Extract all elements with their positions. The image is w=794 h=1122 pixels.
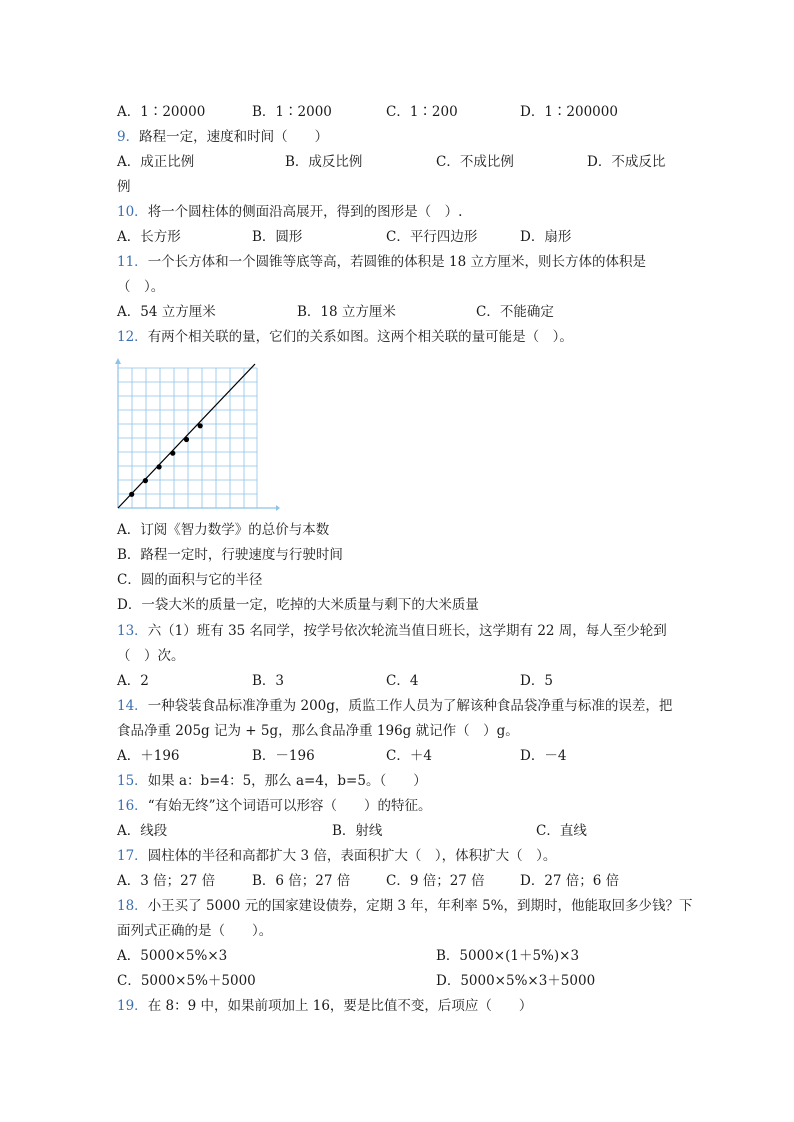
graph-x-arrow [276, 505, 280, 511]
q14-stem-wrap: 食品净重 205g 记为 + 5g，那么食品净重 196g 就记作（ ）g。 [117, 723, 519, 739]
q13-number: 13． [117, 623, 148, 639]
q16-number: 16． [117, 798, 148, 814]
q13-option-c: C．4 [386, 673, 419, 689]
q12-option-c: C．圆的面积与它的半径 [117, 572, 263, 588]
q14-option-a: A．＋196 [117, 748, 180, 764]
q18-option-a: A．5000×5%×3 [117, 948, 228, 964]
q17-option-a: A．3 倍；27 倍 [117, 873, 216, 889]
q18-option-c: C．5000×5%＋5000 [117, 973, 256, 989]
q18-option-b: B．5000×(1＋5%)×3 [436, 948, 580, 964]
q16-text: “有始无终”这个词语可以形容（ ）的特征。 [147, 798, 432, 814]
q17-option-b: B．6 倍；27 倍 [252, 873, 351, 889]
q19-text: 在 8：9 中，如果前项加上 16，要是比值不变，后项应（ ） [147, 998, 533, 1014]
q16-option-b: B．射线 [332, 823, 383, 839]
graph-points [129, 423, 203, 497]
q10-option-c: C．平行四边形 [386, 229, 478, 245]
graph-point [198, 423, 203, 428]
q11-text: 一个长方体和一个圆锥等底等高，若圆锥的体积是 18 立方厘米，则长方体的体积是 [147, 254, 646, 270]
q18-option-d: D．5000×5%×3＋5000 [436, 973, 596, 989]
q10-number: 10． [117, 204, 148, 220]
q15-stem [117, 771, 427, 791]
q16-option-a: A．线段 [117, 823, 168, 839]
q16-stem [117, 796, 432, 816]
q15-text: 如果 a：b=4：5，那么 a=4，b=5。（ ） [147, 773, 427, 789]
q18-text: 小王买了 5000 元的国家建设债券，定期 3 年，年利率 5%，到期时，他能取回多少钱？下 [147, 898, 693, 914]
q9-number: 9． [117, 129, 140, 145]
q17-text: 圆柱体的半径和高都扩大 3 倍，表面积扩大（ ），体积扩大（ ）。 [147, 848, 557, 864]
q12-option-d: D．一袋大米的质量一定，吃掉的大米质量与剩下的大米质量 [117, 597, 479, 613]
q17-stem [117, 846, 556, 866]
q9-option-b: B．成反比例 [285, 154, 363, 170]
q19-number: 19． [117, 998, 148, 1014]
q11-option-b: B．18 立方厘米 [297, 304, 396, 320]
q10-option-d: D．扇形 [520, 229, 572, 245]
q11-stem [117, 252, 646, 272]
q8-option-d: D．1∶200000 [520, 104, 618, 120]
q14-text: 一种袋装食品标准净重为 200g，质监工作人员为了解该种食品袋净重与标准的误差，把 [147, 698, 673, 714]
q18-stem [117, 896, 693, 916]
q12-text: 有两个相关联的量，它们的关系如图。这两个相关联的量可能是（ ）。 [147, 329, 573, 345]
q13-option-a: A．2 [117, 673, 149, 689]
q11-stem-wrap: （ ）。 [117, 279, 165, 295]
graph-proportion-line [118, 364, 255, 508]
q9-option-d: D．不成反比 [587, 154, 666, 170]
q13-stem-wrap: （ ）次。 [117, 648, 185, 664]
q13-option-d: D．5 [520, 673, 553, 689]
q8-option-a: A．1∶20000 [117, 104, 206, 120]
q14-option-d: D．－4 [520, 748, 567, 764]
q13-option-b: B．3 [252, 673, 285, 689]
q11-option-a: A．54 立方厘米 [117, 304, 216, 320]
q17-option-d: D．27 倍；6 倍 [520, 873, 620, 889]
q14-option-c: C．＋4 [386, 748, 432, 764]
q14-stem [117, 696, 672, 716]
q13-stem [117, 621, 667, 641]
graph-point [184, 437, 189, 442]
q14-option-b: B．－196 [252, 748, 315, 764]
q14-number: 14． [117, 698, 148, 714]
q10-text: 将一个圆柱体的侧面沿高展开，得到的图形是（ ）. [147, 204, 463, 220]
q9-option-d-wrap: 例 [117, 179, 131, 195]
graph-y-arrow [115, 358, 121, 364]
q12-stem [117, 327, 573, 347]
q15-number: 15． [117, 773, 148, 789]
q19-stem [117, 996, 532, 1016]
q12-option-b: B．路程一定时，行驶速度与行驶时间 [117, 547, 343, 563]
q12-option-a: A．订阅《智力数学》的总价与本数 [117, 522, 330, 538]
q9-option-c: C．不成比例 [436, 154, 514, 170]
graph-point [143, 478, 148, 483]
q8-option-b: B．1∶2000 [252, 104, 332, 120]
q12-number: 12． [117, 329, 148, 345]
graph-point [170, 451, 175, 456]
q11-number: 11． [117, 254, 148, 270]
q17-number: 17． [117, 848, 148, 864]
q18-stem-wrap: 面列式正确的是（ ）。 [117, 923, 273, 939]
q9-stem [117, 127, 328, 147]
q10-option-a: A．长方形 [117, 229, 181, 245]
q18-number: 18． [117, 898, 148, 914]
q16-option-c: C．直线 [536, 823, 587, 839]
q13-text: 六（1）班有 35 名同学，按学号依次轮流当值日班长，这学期有 22 周，每人至少轮到 [147, 623, 667, 639]
q8-option-c: C．1∶200 [386, 104, 458, 120]
q17-option-c: C．9 倍；27 倍 [386, 873, 485, 889]
q10-option-b: B．圆形 [252, 229, 303, 245]
q11-option-c: C．不能确定 [476, 304, 554, 320]
q10-stem [117, 202, 462, 222]
graph-point [157, 464, 162, 469]
graph-point [129, 492, 134, 497]
proportion-graph [114, 358, 280, 518]
q9-text: 路程一定，速度和时间（ ） [139, 129, 329, 145]
q9-option-a: A．成正比例 [117, 154, 195, 170]
